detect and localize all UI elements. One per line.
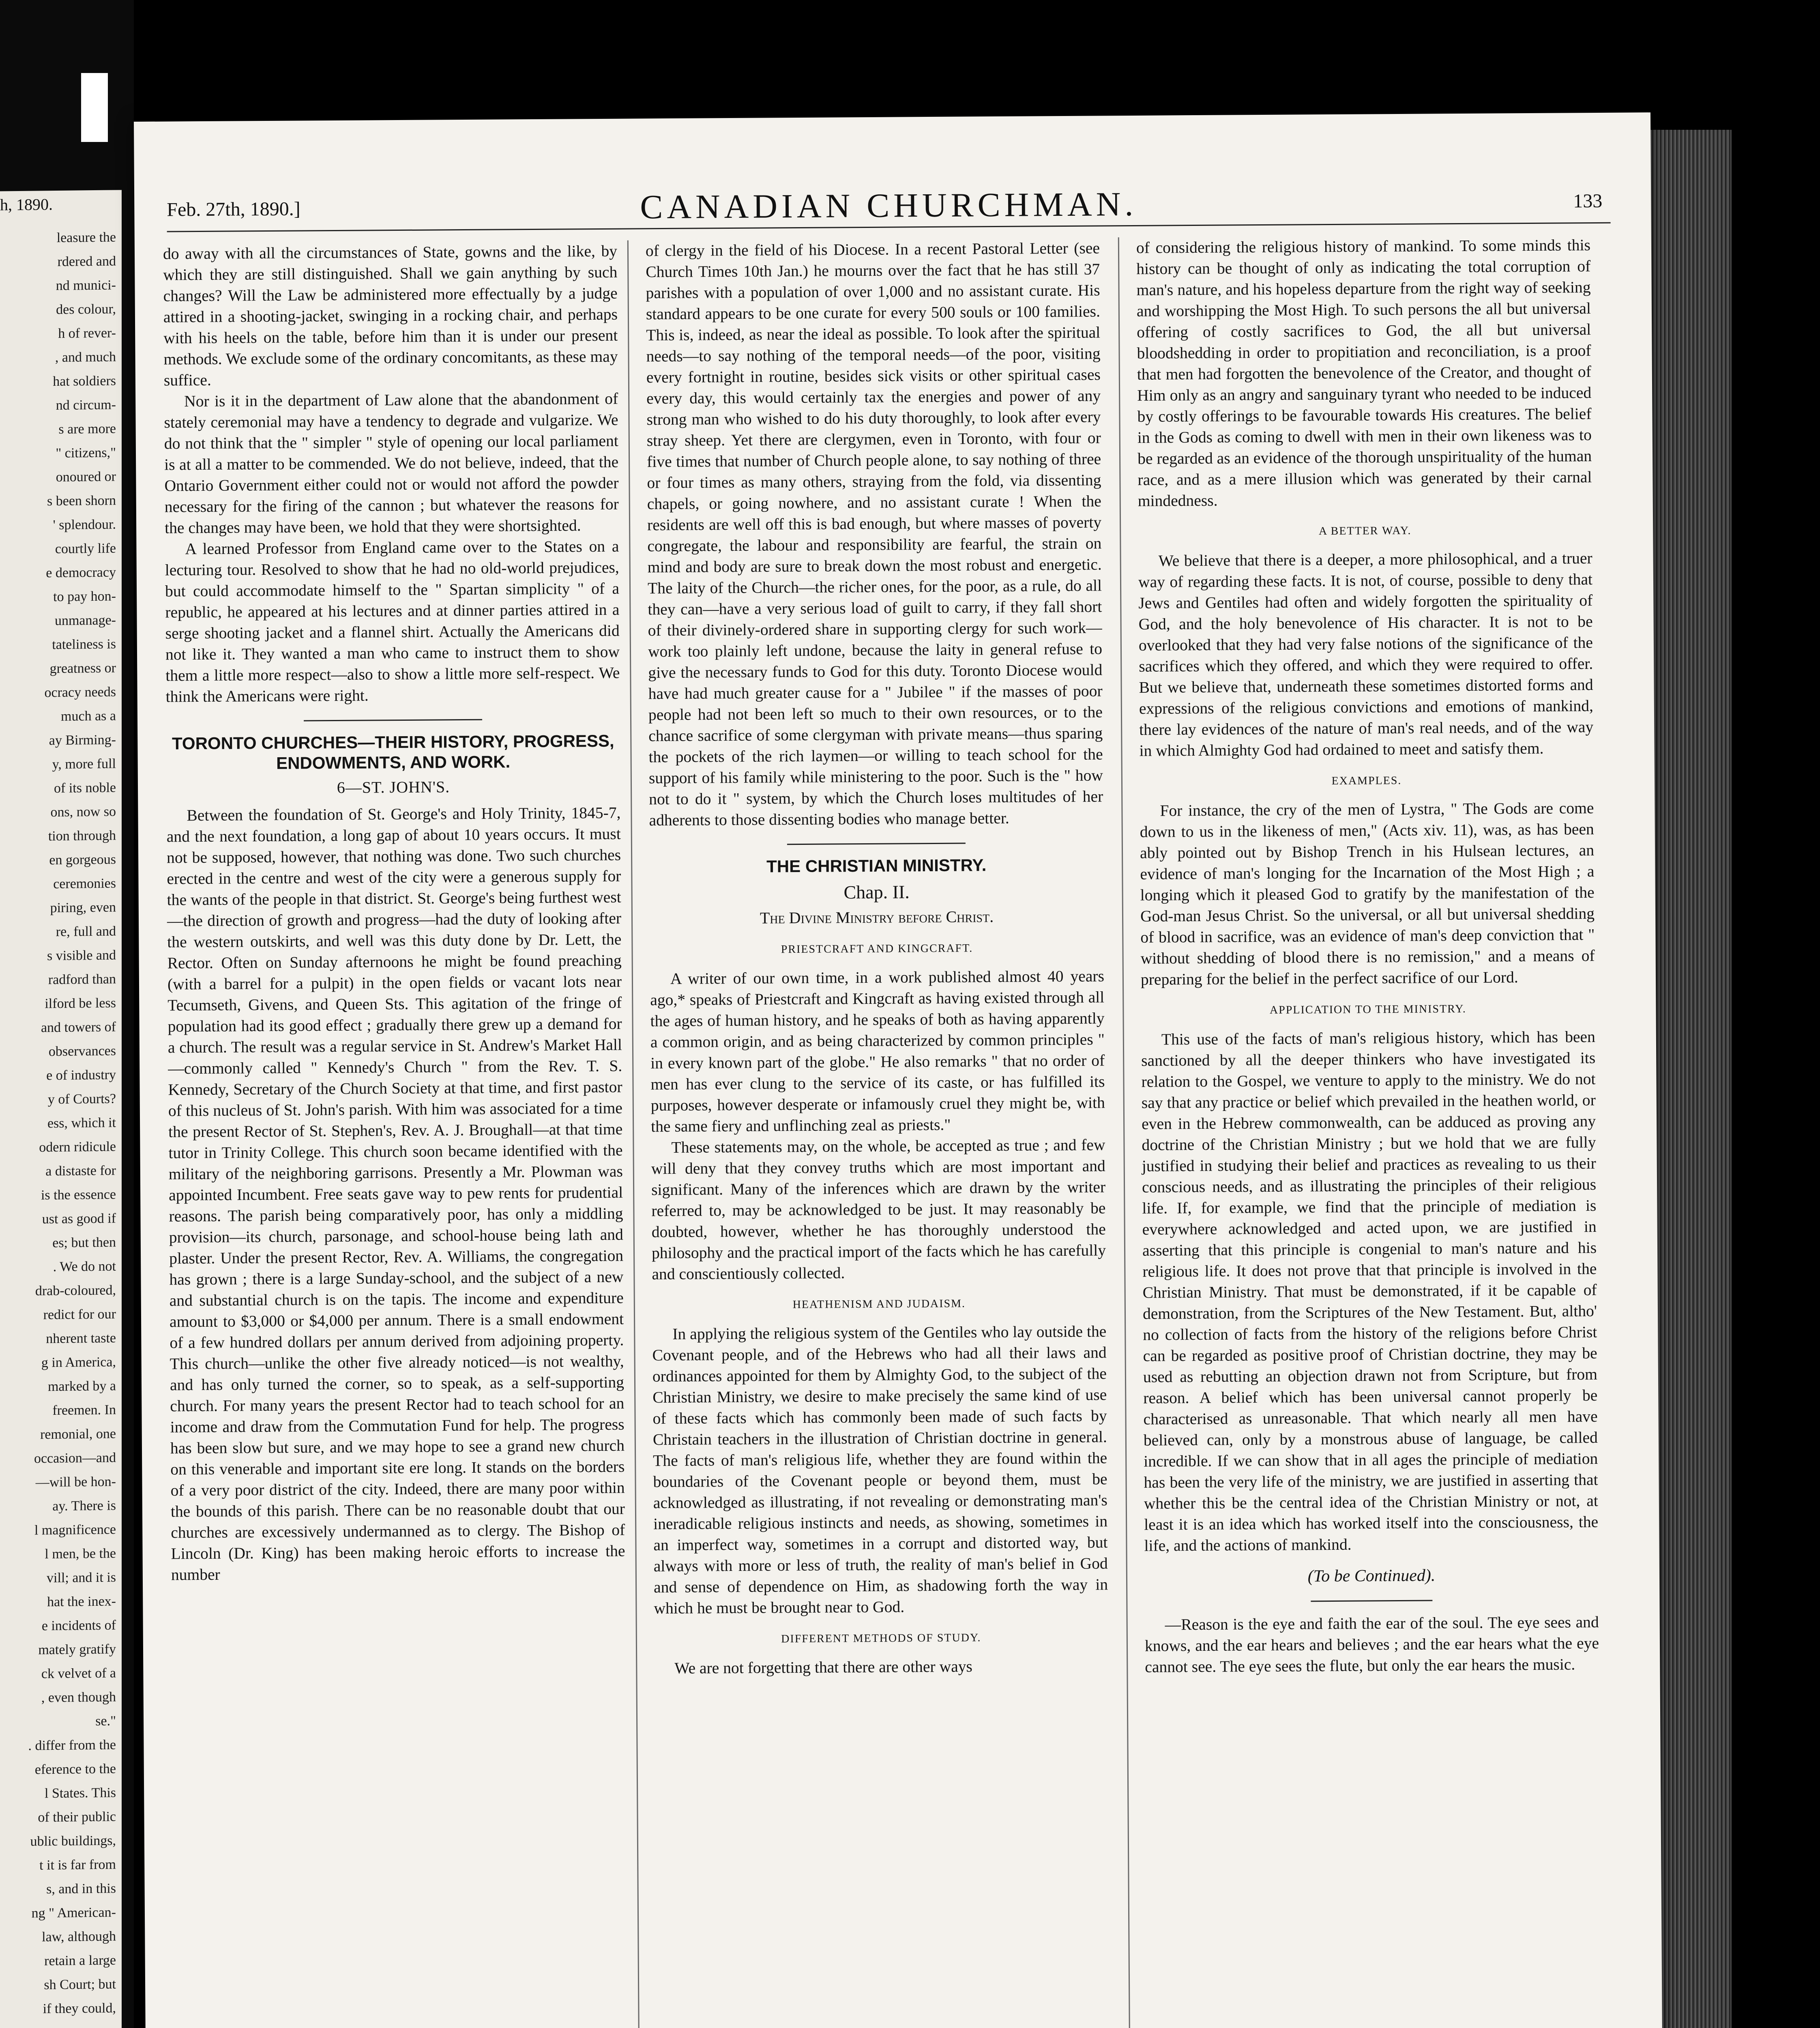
previous-page-date: h, 1890. <box>0 195 53 214</box>
previous-page-line: odern ridicule <box>39 1139 116 1155</box>
previous-page-line: , even though <box>41 1689 116 1706</box>
section-rule <box>1311 1600 1432 1602</box>
previous-page-line: , and much <box>55 349 116 365</box>
previous-page-fragment <box>0 0 134 2028</box>
column-divider-2 <box>1118 237 1131 2028</box>
previous-page-line: ess, which it <box>47 1115 116 1131</box>
previous-page-line: and towers of <box>41 1019 116 1035</box>
section-rule <box>787 843 966 845</box>
previous-page-line: " citizens," <box>56 445 116 461</box>
previous-page-line: ust as good if <box>42 1211 116 1227</box>
paragraph: —Reason is the eye and faith the ear of the soul. The eye sees and knows, and the ear hears and believes ; and the ear hears what the eye cannot see. The eye sees the flute, but only the ear hears the music. <box>1144 1613 1599 1676</box>
previous-page-line: much as a <box>61 708 116 724</box>
newspaper-page <box>134 112 1665 2028</box>
previous-page-line: s visible and <box>47 947 116 964</box>
section-heading: PRIESTCRAFT AND KINGCRAFT. <box>781 942 973 956</box>
previous-page-line: s, and in this <box>46 1881 116 1897</box>
previous-page-line: to pay hon- <box>53 589 116 605</box>
previous-page-line: radford than <box>48 971 116 988</box>
column-1 <box>163 241 625 1585</box>
paragraph: Nor is it in the department of Law alone that the abandonment of stately ceremonial may have a tendency to degrade and vulgarize. We do not think that the " simpler " style of opening our local parliament is at all a matter to be commended. We do not believe, indeed, that the Ontario Government either could not or would not afford the powder necessary for the firing of the cannon ; but whatever the reasons for the changes may have been, we hold that they were shortsighted. <box>164 389 619 537</box>
previous-page-line: s are more <box>58 421 116 437</box>
previous-page-line: observances <box>48 1043 116 1059</box>
previous-page-line: hat soldiers <box>53 373 116 389</box>
paragraph: These statements may, on the whole, be accepted as true ; and few will deny that they convey truths which are most important and significant. Many of the inferences which are drawn by the writer referred to, may be acknowledged to be just. It may reasonably be doubted, however, whether he has thoroughly understood the philosophy and the practical import of the facts which he has carefully and conscientiously collected. <box>651 1136 1106 1283</box>
previous-page-line: ck velvet of a <box>41 1665 116 1682</box>
section-rule <box>304 719 482 722</box>
previous-page-line: ublic buildings, <box>30 1833 116 1849</box>
previous-page-line: h of rever- <box>58 325 116 341</box>
paragraph: do away with all the circumstances of State, gowns and the like, by which they are still distinguished. Shall we gain anything by such changes? Will the Law be administered more effectually by a judge attired in a shooting-jacket, swinging in a rocking chair, and perhaps with his heels on the table, before him than it is under our present methods. We exclude some of the ordinary concomitants, as these may suffice. <box>163 242 618 389</box>
previous-page-line: y of Courts? <box>47 1091 116 1107</box>
previous-page-line: es; but then <box>52 1235 116 1251</box>
page-number: 133 <box>1573 190 1603 212</box>
paragraph: Between the foundation of St. George's and Holy Trinity, 1845-7, and the next foundation, a long gap of about 10 years occurs. It must not be supposed, however, that nothing was done. Two such churches erected in the centre and west of the city were a generous supply for the wants of the people in that district. St. George's being furthest west—the direction of growth and progress—had the duty of looking after the western outskirts, and well was this duty done by Dr. Lett, the Rector. Often on Sunday afternoons he might be found preaching (with a barrel for a pulpit) in the open fields or vacant lots near Tecumseth, Givens, and Queen Sts. This agitation of the fringe of population had its good effect ; gradually there grew up a demand for a church. The result was a regular service in St. Andrew's Market Hall—commonly called " Kennedy's Church " from the Rev. T. S. Kennedy, Secretary of the Church Society at that time, and first pastor of this nucleus of St. John's parish. With him was associated for a time the present Rector of St. Stephen's, Rev. A. J. Broughall—at that time tutor in Trinity College. This church soon became identified with the military of the neighboring garrisons. Presently a Mr. Plowman was appointed Incumbent. Free seats gave way to pew rents for prudential reasons. The parish being comparatively poor, has only a middling provision—its church, parsonage, and school-house being lath and plaster. Under the present Rector, Rev. A. Williams, the congregation has grown ; there is a large Sunday-school, and the subject of a new and substantial church is on the tapis. The income and expenditure amount to $3,000 or $4,000 per annum. There is a small endowment of a few hundred dollars per annum derived from adjoining property. This church—unlike the other five already noticed—is not wealthy, and has only turned the corner, so to speak, as a self-supporting church. For many years the present Rector had to teach school for an income and draw from the Commutation Fund for help. The progress has been slow but sure, and we may hope to see a grand new church on this venerable and important site ere long. It stands on the borders of a very poor district of the city. Indeed, there are many poor within the bounds of this parish. There can be no reasonable doubt that our churches are excessively undermanned as to clergy. The Bishop of Lincoln (Dr. King) has been making heroic efforts to increase the number <box>166 803 625 1584</box>
previous-page-line: greatness or <box>49 660 116 677</box>
previous-page-line: of their public <box>38 1809 116 1825</box>
section-heading: HEATHENISM AND JUDAISM. <box>792 1297 966 1311</box>
previous-page-line: of its noble <box>54 780 116 796</box>
previous-page-line: . We do not <box>53 1259 116 1275</box>
division-heading: The Divine Ministry before Christ. <box>760 907 994 927</box>
previous-page-line: nherent taste <box>46 1330 116 1347</box>
previous-page-line: eference to the <box>34 1761 116 1777</box>
article-subheading: 6—ST. JOHN'S. <box>337 778 450 797</box>
previous-page-line: ' splendour. <box>53 517 116 533</box>
paragraph: of considering the religious history of mankind. To some minds this history can be thought of only as indicating the total corruption of man's nature, and his hopeless departure from the right way of seeking and worshipping the Most High. To such persons the all but universal offering of costly sacrifices to God, the all but universal bloodshedding in order to propitiation and reconciliation, is a proof that men had forgotten the benevolence of the Creator, and thought of Him only as an angry and sanguinary tyrant who needed to be induced by costly offerings to be favourable towards His creatures. The belief in the Gods as coming to dwell with men in their own likeness was to be regarded as an evidence of the thorough unspirituality of the human race, and as a mere illusion which was generated by their carnal mindedness. <box>1136 236 1592 510</box>
previous-page-line: courtly life <box>55 541 116 557</box>
previous-page-line: ceremonies <box>53 876 116 892</box>
paragraph: We are not forgetting that there are other ways <box>674 1657 973 1677</box>
previous-page-line: l magnificence <box>34 1522 116 1538</box>
previous-page-line: marked by a <box>47 1378 116 1394</box>
previous-page-line: law, although <box>42 1929 116 1945</box>
previous-page-line: rdered and <box>57 254 116 269</box>
page-header <box>167 182 1611 232</box>
previous-page-line: e democracy <box>46 565 116 581</box>
previous-page-line: —will be hon- <box>35 1474 116 1490</box>
section-heading: DIFFERENT METHODS OF STUDY. <box>781 1631 981 1646</box>
previous-page-line: ay Birming- <box>49 732 116 748</box>
previous-page-line: nd munici- <box>56 277 116 294</box>
previous-page-line: y, more full <box>52 756 116 772</box>
previous-page-lines <box>0 225 122 2021</box>
masthead-title: CANADIAN CHURCHMAN. <box>640 185 1138 226</box>
previous-page-line: redict for our <box>43 1306 116 1323</box>
previous-page-line: t it is far from <box>39 1857 116 1873</box>
paragraph: A writer of our own time, in a work published almost 40 years ago,* speaks of Priestcraft and Kingcraft as having existed through all the ages of human history, and he speaks of both as having apparently a common origin, and as being characterized by common principles " in every known part of the globe." He also remarks " that no order of men has ever clung to the service of its caste, or has fulfilled its purposes, however desperate or infamously cruel they might be, with the same fiery and unflinching zeal as priests." <box>650 967 1105 1136</box>
previous-page-line: l States. This <box>45 1785 116 1801</box>
previous-page-line: sh Court; but <box>44 1976 116 1993</box>
paragraph: For instance, the cry of the men of Lystra, " The Gods are come down to us in the likeness of men," (Acts xiv. 11), was, as has been ably pointed out by Bishop Trench in his Hulsean lectures, an evidence of man's longing for the Incarnation of the Most High ; a longing which it pleased God to gratify by the manifestation of the God-man Jesus Christ. So the universal, or all but universal shedding of blood in sacrifice, was an evidence of man's deep conviction that " without shedding of blood there is no remission," and a means of preparing for the belief in the perfect sacrifice of our Lord. <box>1140 799 1595 988</box>
previous-page-line: onoured or <box>56 469 116 485</box>
previous-page-line: re, full and <box>56 924 116 940</box>
article-heading: TORONTO CHURCHES—THEIR HISTORY, PROGRESS, ENDOWMENTS, AND WORK. <box>172 731 614 773</box>
previous-page-line: a distaste for <box>45 1163 116 1179</box>
column-3 <box>1136 234 1599 1678</box>
previous-page-line: piring, even <box>50 900 116 916</box>
previous-page-line: retain a large <box>44 1953 116 1969</box>
previous-page-line: vill; and it is <box>47 1570 116 1586</box>
section-heading: EXAMPLES. <box>1331 774 1402 787</box>
previous-page-line: ng " American- <box>31 1905 116 1921</box>
previous-page-line: tateliness is <box>52 636 116 653</box>
previous-page-line: occasion—and <box>34 1450 116 1466</box>
previous-page-line: drab-coloured, <box>35 1283 116 1299</box>
previous-page-text <box>0 190 122 2028</box>
article-heading: THE CHRISTIAN MINISTRY. <box>766 855 987 876</box>
paragraph: In applying the religious system of the Gentiles who lay outside the Covenant people, and of the Hebrews who had all their laws and ordinances appointed for them by Almighty God, to the subject of the Christian Ministry, we desire to make precisely the same kind of use of these facts which has commonly been made of such facts by Christain teachers in the illustration of Christian doctrine in general. The facts of man's religious life, whether they are found within the boundaries of the Covenant people or beyond them, must be acknowledged as illustrating, if not revealing or demonstrating man's ineradicable religious instincts and needs, as showing, sometimes in an imperfect way, sometimes in a corrupt and distorted way, but always with more or less of truth, the reality of man's belief in God and sense of dependence on Him, as shadowing forth the way in which he must be brought near to God. <box>652 1322 1108 1618</box>
previous-page-line: ons, now so <box>50 804 116 820</box>
previous-page-line: en gorgeous <box>49 852 116 868</box>
book-page-edges <box>1650 130 1732 2028</box>
previous-page-line: e incidents of <box>41 1618 116 1634</box>
previous-page-line: s been shorn <box>47 493 116 509</box>
previous-page-line: se." <box>95 1713 116 1729</box>
previous-page-line: . differ from the <box>28 1737 116 1753</box>
previous-page-line: ilford be less <box>45 995 116 1012</box>
previous-page-line: g in America, <box>41 1354 116 1371</box>
previous-page-line: ocracy needs <box>44 684 116 700</box>
previous-page-line: des colour, <box>56 301 116 318</box>
previous-page-line: unmanage- <box>54 612 116 629</box>
previous-page-line: remonial, one <box>40 1426 116 1442</box>
column-2 <box>646 237 1109 1679</box>
previous-page-line: freemen. In <box>52 1402 116 1418</box>
column-divider-1 <box>627 241 641 2028</box>
previous-page-line: hat the inex- <box>47 1594 116 1610</box>
previous-page-line: l men, be the <box>45 1546 116 1562</box>
binding-mark-top <box>81 73 108 142</box>
previous-page-line: if they could, <box>43 2000 116 2017</box>
previous-page-line: mately gratify <box>38 1641 116 1658</box>
paragraph: We believe that there is a deeper, a more philosophical, and a truer way of regarding these facts. It is not, of course, possible to deny that Jews and Gentiles had often and widely forgotten the spirituality of God, and the holy benevolence of His character. It is not to be overlooked that they had very false notions of the significance of the sacrifices which they offered, and which they were required to offer. But we believe that, underneath these sometimes distorted forms and expressions of the religious convictions and emotions of mankind, there lay evidences of the nature of man's real needs, and of the way in which Almighty God had ordained to meet and satisfy them. <box>1138 549 1594 760</box>
to-be-continued: (To be Continued). <box>1307 1566 1436 1586</box>
paragraph: A learned Professor from England came over to the States on a lecturing tour. Resolved to show that he had no old-world prejudices, but could accommodate himself to the " Spartan simplicity " of a republic, he appeared at his lectures and at dinner parties attired in a serge shooting jacket and a flannel shirt. Actually the Americans did not like it. They wanted a man who came to instruct them to show them a little more respect—also to show a little more self-respect. We think the Americans were right. <box>165 537 620 706</box>
previous-page-line: ay. There is <box>52 1498 116 1514</box>
previous-page-line: is the essence <box>41 1187 116 1203</box>
previous-page-line: e of industry <box>46 1067 116 1083</box>
paragraph: This use of the facts of man's religious history, which has been sanctioned by all the deeper thinkers who have investigated its relation to the Gospel, we venture to apply to the ministry. We do not say that any practice or belief which prevailed in the heathen world, or even in the Hebrew commonwealth, can be adduced as proving any doctrine of the Christian Ministry ; but we hold that we are fully justified in studying their belief and practices as revealing to us their conscious needs, and as illustrating the principles of their religious life. If, for example, we find that the principle of mediation is everywhere acknowledged and acted upon, we are justified in asserting that this principle is congenial to man's nature and his religious life. It does not prove that that principle is involved in the Christian Ministry. That must be demonstrated, if it be capable of demonstration, from the Scriptures of the New Testament. But, altho' no collection of facts from the history of the religions before Christ can be regarded as positive proof of Christian doctrine, they may be used as rebutting an objection drawn not from Scripture, but from reason. A belief which has been universal cannot properly be characterised as unreasonable. That which nearly all men have believed can, only by a monstrous abuse of language, be called incredible. If we can show that in all ages the principle of mediation has been the very life of the ministry, we are justified in asserting that whether this be the central idea of the Christian Ministry or not, at least it is an idea which has worked itself into the consciousness, the life, and the actions of mankind. <box>1141 1028 1599 1555</box>
previous-page-line: leasure the <box>56 230 116 246</box>
issue-date: Feb. 27th, 1890.] <box>167 198 300 221</box>
section-heading: APPLICATION TO THE MINISTRY. <box>1269 1002 1466 1016</box>
previous-page-line: nd circum- <box>56 397 116 413</box>
chapter-heading: Chap. II. <box>843 881 910 903</box>
previous-page-line: tion through <box>48 828 116 844</box>
paragraph: of clergy in the field of his Diocese. In a recent Pastoral Letter (see Church Times 10th Jan.) he mourns over the fact that he has still 37 parishes with a population of over 1,000 and no assistant curate. His standard appears to be one curate for every 500 souls or 100 families. This is, indeed, as near the ideal as possible. To look after the spiritual needs—to say nothing of the temporal needs—of the poor, visiting every fortnight in routine, besides sick visits or other spiritual cases every day, this would certainly tax the energies and power of any strong man who wished to do his duty thoroughly, to look after every stray sheep. Yet there are clergymen, even in Toronto, with four or five times that number of Church people alone, to say nothing of three or four times as many others, straying from the fold, via dissenting chapels, or going nowhere, and no assistant curate ! When the residents are well off this is bad enough, but where masses of poverty congregate, the labour and responsibility are fearful, the strain on mind and body are sure to break down the most robust and energetic. The laity of the Church—the richer ones, for the poor, as a rule, do all they can—have a very serious load of guilt to carry, if they fall short of their divinely-ordered share in supporting clergy for such work—work too plainly left undone, because the laity in general refuse to give the necessary funds to God for this duty. Toronto Diocese would have had much greater cause for a " Jubilee " if the masses of poor people had not been left so much to their own resources, or to the chance sacrifice of some clergyman with private means—thus sparing the pockets of the rich laymen—or willing to teach school for the support of his family while ministering to the poor. Such is the " how not to do it " system, by which the Church loses multitudes of her adherents to those dissenting bodies who manage better. <box>645 239 1103 829</box>
section-heading: A BETTER WAY. <box>1318 524 1412 538</box>
